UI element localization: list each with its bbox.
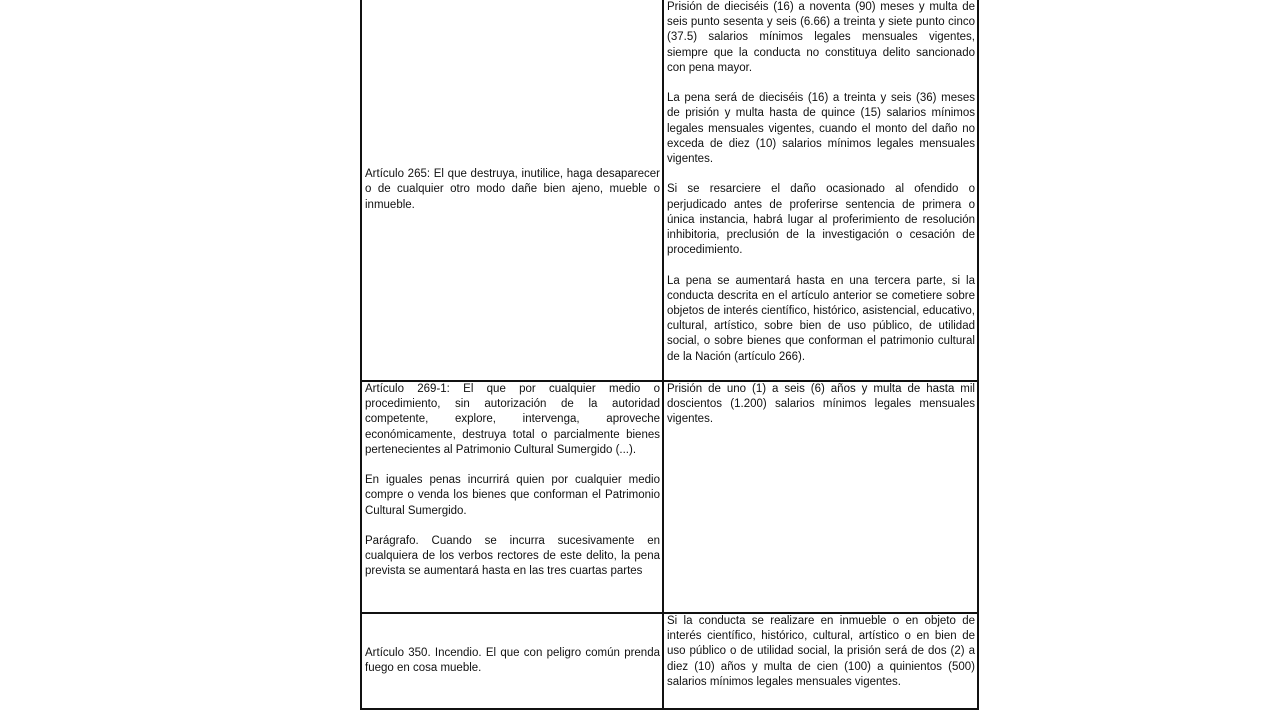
article-text: Artículo 350. Incendio. El que con peligro común prenda fuego en cosa mueble. (365, 646, 660, 674)
penalty-text: Si la conducta se realizare en inmueble o en objeto de interés científico, histórico, cultural, artístico o en bien de uso público o de utilidad social, la prisión será de dos (2) a diez (10) años y multa de cien (100) a quinientos (500) salarios mínimos legales mensuales vigentes. (667, 615, 975, 688)
table-row (361, 613, 978, 709)
penalty-text: Si se resarciere el daño ocasionado al ofendido o perjudicado antes de proferirse sentencia de primera o única instancia, habrá lugar al proferimiento de resolución inhibitoria, preclusión de la investigación o cesación de procedimiento. (667, 183, 975, 257)
penalty-cell (663, 613, 978, 709)
table-row (361, 381, 978, 613)
penalty-text: La pena se aumentará hasta en una tercera parte, si la conducta descrita en el artículo anterior se cometiere sobre objetos de interés científico, histórico, asistencial, educativo, cultural, artístico, sobre bien de uso público, de utilidad social, o sobre bienes que conforman el patrimonio cultural de la Nación (artículo 266). (667, 274, 975, 363)
penalty-cell (663, 0, 978, 381)
article-cell (361, 613, 663, 709)
table-row (361, 0, 978, 381)
article-cell (361, 0, 663, 381)
penalty-text: Prisión de dieciséis (16) a noventa (90) meses y multa de seis punto sesenta y seis (6.66) a treinta y siete punto cinco (37.5) salarios mínimos legales mensuales vigentes, siempre que la conducta no constituya delito sancionado con pena mayor. (667, 1, 975, 74)
penalties-table (360, 0, 979, 710)
penalty-text: La pena será de dieciséis (16) a treinta y seis (36) meses de prisión y multa hasta de quince (15) salarios mínimos legales mensuales vigentes, cuando el monto del daño no exceda de diez (10) salarios mínimos legales mensuales vigentes. (667, 92, 975, 166)
penalty-cell (663, 381, 978, 613)
legal-table-page (360, 0, 975, 709)
penalty-text: Prisión de uno (1) a seis (6) años y multa de hasta mil doscientos (1.200) salarios mínimos legales mensuales vigentes. (667, 383, 975, 426)
article-text: Artículo 269-1: El que por cualquier medio o procedimiento, sin autorización de la autoridad competente, explore, intervenga, aproveche económicamente, destruya total o parcialmente bienes pertenecientes al Patrimonio Cultural Sumergido (...). (365, 383, 660, 456)
article-text: Artículo 265: El que destruya, inutilice, haga desaparecer o de cualquier otro modo dañe bien ajeno, mueble o inmueble. (365, 168, 660, 211)
article-cell (361, 381, 663, 613)
article-text: Parágrafo. Cuando se incurra sucesivamente en cualquiera de los verbos rectores de este delito, la pena prevista se aumentará hasta en las tres cuartas partes (365, 535, 660, 578)
article-text: En iguales penas incurrirá quien por cualquier medio compre o venda los bienes que conforman el Patrimonio Cultural Sumergido. (365, 474, 660, 517)
